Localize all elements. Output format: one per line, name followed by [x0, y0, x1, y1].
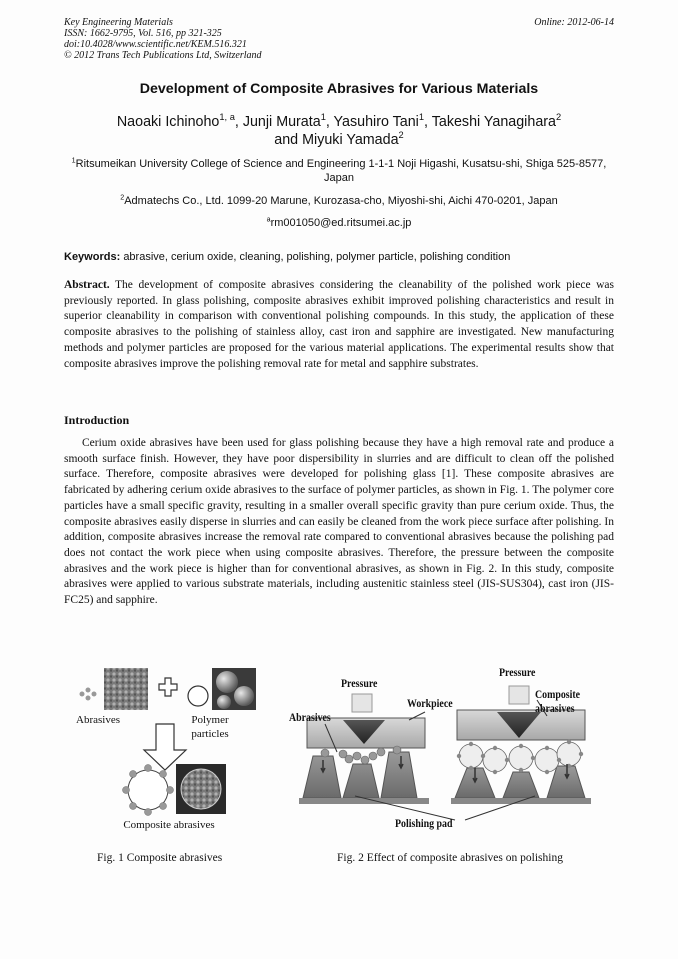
figure-2 — [285, 660, 615, 840]
author-superscript: 1, a — [219, 112, 235, 123]
fig2-label-pressure-left: Pressure — [341, 678, 378, 690]
fig2-label-workpiece: Workpiece — [407, 698, 453, 710]
author-name: Miyuki Yamada — [302, 132, 399, 148]
fig1-label-polymer-line2: particles — [191, 728, 229, 740]
abstract-paragraph — [64, 278, 614, 372]
author-name: Takeshi Yanagihara — [431, 114, 556, 130]
fig2-label-pressure-right: Pressure — [499, 667, 536, 679]
introduction-paragraph — [64, 436, 614, 609]
online-date: Online: 2012-06-14 — [534, 17, 614, 28]
polymer-micrograph — [212, 668, 256, 710]
figure-2-caption: Fig. 2 Effect of composite abrasives on polishing — [337, 852, 563, 864]
email-line — [64, 216, 614, 230]
introduction-text: Cerium oxide abrasives have been used for glass polishing because they have a high removal rate and produce a smooth surface finish. However, they have poor dispersibility in slurries and are difficult to clean off the polished surface. Therefore, composite abrasives were developed for polishing glass [1]. These composite abrasives are fabricated by adhering cerium oxide abrasives to the surface of polymer particles, as shown in Fig. 1. The polymer core particles have a small specific gravity, resulting in a smaller overall specific gravity than pure cerium oxide. Thus, the composite abrasives easily disperse in slurries and can easily be cleaned from the work piece surface after polishing. In addition, composite abrasives increase the removal rate compared to conventional abrasives because the polishing pad does not contact the work piece when using composite abrasives. Therefore, the pressure between the composite abrasives and the work piece is higher than for conventional abrasives, as shown in Fig. 2. In this study, composite abrasives were applied to various substrate materials, including austenitic stainless steel (JIS-SUS304), cast iron (JIS-FC25) and sapphire. — [64, 437, 614, 607]
abrasives-micrograph — [104, 668, 148, 710]
email-superscript: a — [266, 215, 271, 224]
abrasive-cluster-icon — [80, 688, 97, 701]
affiliation-1 — [64, 157, 614, 185]
keywords-label: Keywords: — [64, 251, 121, 263]
affiliation-text: Admatechs Co., Ltd. 1099-20 Marune, Kurozasa-cho, Miyoshi-shi, Aichi 470-0201, Japan — [124, 195, 558, 207]
fig2-label-polishing-pad: Polishing pad — [395, 818, 453, 830]
affiliation-superscript: 1 — [71, 156, 76, 165]
fig1-label-polymer-line1: Polymer — [191, 714, 229, 726]
composite-micrograph — [176, 764, 226, 814]
composite-abrasives-diagram — [64, 660, 274, 835]
polishing-comparison-diagram — [285, 660, 615, 840]
journal-header — [64, 17, 262, 61]
issn-line: ISSN: 1662-9795, Vol. 516, pp 321-325 — [64, 28, 222, 39]
journal-name: Key Engineering Materials — [64, 17, 173, 28]
fig2-label-abrasives: Abrasives — [289, 712, 331, 724]
copyright-line: © 2012 Trans Tech Publications Ltd, Switzerland — [64, 50, 262, 61]
affiliation-2 — [64, 194, 614, 208]
figure-1-caption: Fig. 1 Composite abrasives — [97, 852, 223, 864]
introduction-heading: Introduction — [64, 413, 130, 427]
keywords-line — [64, 251, 624, 263]
author-superscript: 2 — [555, 112, 562, 123]
fig2-label-composite-line2: abrasives — [535, 703, 575, 715]
author-name: Yasuhiro Tani — [333, 114, 419, 130]
author-name: Junji Murata — [242, 114, 321, 130]
abstract-text: The development of composite abrasives considering the cleanability of the polished work piece was previously reported. In glass polishing, composite abrasives exhibit improved polishing characteristics and result in superior cleanability in comparison with conventional polishing compounds. In this study, the application of these composite abrasives to the polishing of stainless alloy, cast iron and sapphire are investigated. New manufacturing methods and polymer particles are proposed for the various material applications. The experimental results show that composite abrasives improve the polishing removal rate for metal and sapphire substrates. — [64, 279, 614, 370]
doi-line: doi:10.4028/www.scientific.net/KEM.516.321 — [64, 39, 247, 50]
author-conjunction: and — [274, 132, 299, 148]
paper-title: Development of Composite Abrasives for Various Materials — [139, 81, 539, 97]
down-arrow-icon — [144, 724, 186, 770]
author-list: Naoaki Ichinoho$^{1, a}$, Junji Murata$^1$, Yasuhiro Tani$^1$, Takeshi Yanagihara$^2$ and Miyuki Yamada$^2$ — [116, 112, 562, 148]
author-name: Naoaki Ichinoho — [116, 114, 220, 130]
polymer-particle-icon — [188, 686, 208, 706]
abstract-label: Abstract. — [64, 279, 110, 291]
email-address[interactable]: rm001050@ed.ritsumei.ac.jp — [270, 217, 412, 229]
author-superscript: 2 — [398, 130, 404, 141]
affiliation-text: Ritsumeikan University College of Science and Engineering 1-1-1 Noji Higashi, Kusatsu-shi, Shiga 525-8577, Japan — [75, 158, 607, 184]
author-superscript: 1 — [418, 112, 425, 123]
conventional-polishing-panel — [299, 694, 429, 804]
fig1-label-composite: Composite abrasives — [123, 819, 215, 831]
composite-abrasive-icon — [123, 765, 174, 816]
fig2-label-composite-line1: Composite — [535, 689, 581, 701]
fig1-label-polymer — [182, 713, 238, 741]
author-superscript: 1 — [320, 112, 326, 123]
fig1-label-abrasives: Abrasives — [76, 714, 120, 726]
affiliation-superscript: 2 — [120, 193, 125, 202]
figure-1 — [64, 660, 274, 860]
plus-icon — [159, 678, 177, 696]
keywords-text: abrasive, cerium oxide, cleaning, polishing, polymer particle, polishing condition — [123, 251, 511, 263]
fig2-label-composite — [535, 688, 580, 716]
